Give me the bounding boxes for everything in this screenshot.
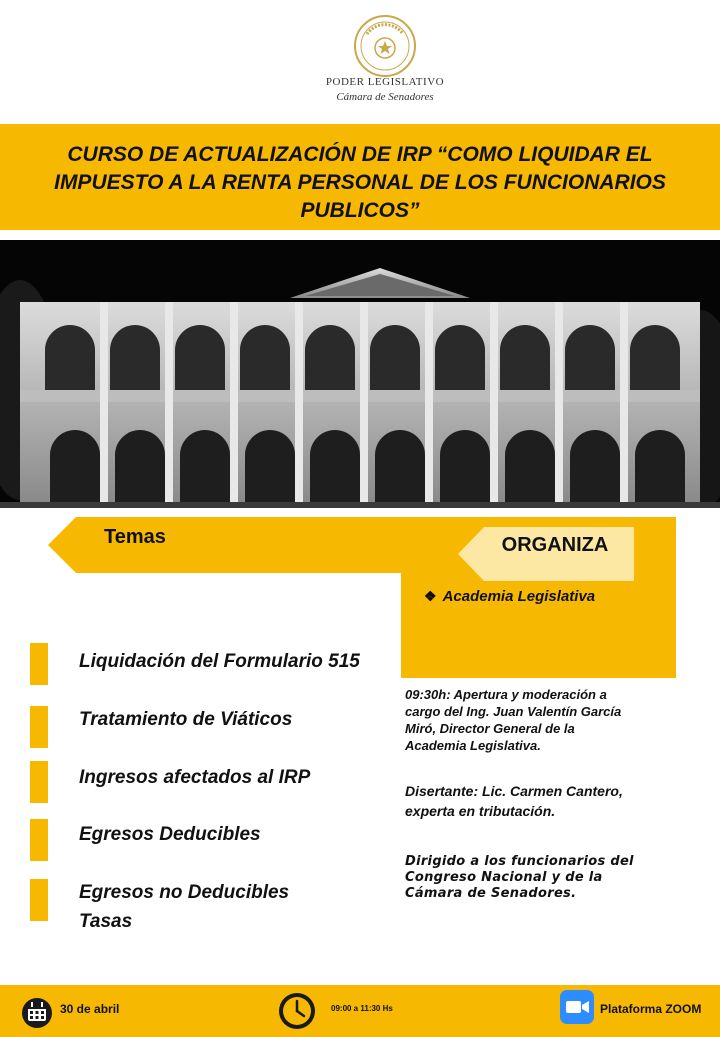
topic-item: Egresos no Deducibles (79, 882, 290, 903)
topic-item: Liquidación del Formulario 515 (79, 651, 360, 672)
topic-item: Ingresos afectados al IRP (79, 767, 311, 788)
title-line: IMPUESTO A LA RENTA PERSONAL DE LOS FUNCIONARIOS (54, 171, 666, 194)
organiza-heading: ORGANIZA (501, 534, 609, 556)
topic-marker (30, 761, 48, 803)
info-line: Dirigido a los funcionarios del (405, 854, 634, 869)
course-title (0, 141, 720, 225)
title-line: CURSO DE ACTUALIZACIÓN DE IRP “COMO LIQUIDAR EL (67, 143, 653, 166)
event-time: 09:00 a 11:30 Hs (331, 1004, 393, 1013)
topic-marker (30, 643, 48, 685)
info-line: Miró, Director General de la (405, 721, 575, 736)
topic-item: Tasas (79, 911, 133, 932)
dirigido-text (405, 854, 675, 902)
diamond-bullet-icon: ❖ (424, 588, 437, 604)
topic-item: Egresos Deducibles (79, 824, 261, 845)
disertante-text (405, 781, 675, 821)
organizer-name (424, 588, 595, 605)
platform-label: Plataforma ZOOM (600, 1002, 702, 1016)
clock-icon (276, 991, 318, 1031)
building-photo (0, 240, 720, 508)
title-line: PUBLICOS” (300, 199, 420, 222)
topic-marker (30, 879, 48, 921)
topic-marker (30, 706, 48, 748)
info-line: 09:30h: Apertura y moderación a (405, 687, 607, 702)
seal-logo (353, 14, 417, 78)
calendar-icon (20, 996, 54, 1028)
info-line: Disertante: Lic. Carmen Cantero, (405, 783, 623, 799)
topic-marker (30, 819, 48, 861)
zoom-icon (560, 990, 594, 1024)
apertura-text (405, 686, 675, 754)
info-line: Cámara de Senadores. (405, 886, 577, 901)
topic-item: Tratamiento de Viáticos (79, 709, 293, 730)
temas-heading: Temas (104, 526, 166, 548)
event-date: 30 de abril (60, 1002, 120, 1016)
org-name: PODER LEGISLATIVO (325, 76, 445, 88)
info-line: Congreso Nacional y de la (405, 870, 603, 885)
org-chamber: Cámara de Senadores (336, 91, 434, 103)
info-line: experta en tributación. (405, 803, 556, 819)
info-line: cargo del Ing. Juan Valentín García (405, 704, 622, 719)
info-line: Academia Legislativa. (405, 738, 541, 753)
organizer-label: Academia Legislativa (442, 588, 596, 605)
